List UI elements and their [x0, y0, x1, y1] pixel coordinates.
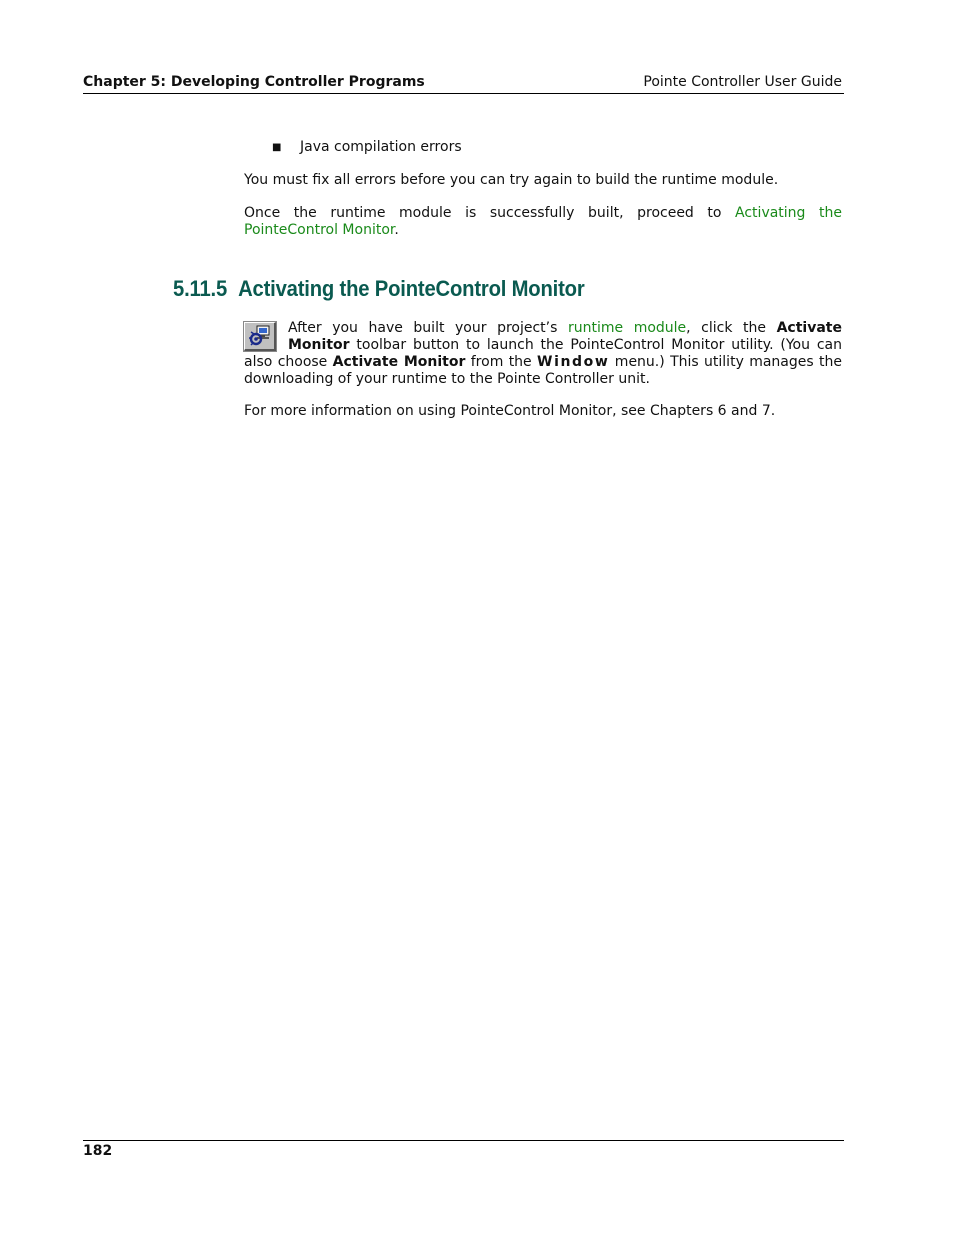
- link-runtime-module[interactable]: runtime module: [567, 320, 687, 336]
- section-number: 5.11.5: [173, 276, 228, 301]
- paragraph-fix-errors: You must fix all errors before you can try again to build the runtime module.: [244, 172, 779, 188]
- bullet-text: Java compilation errors: [300, 139, 462, 155]
- activate-monitor-menu-bold: Activate Monitor: [332, 354, 466, 370]
- page-header: [83, 73, 844, 94]
- section-heading: [173, 276, 585, 302]
- activate-text-2: , click the: [686, 320, 777, 336]
- page-number: 182: [83, 1143, 113, 1159]
- activate-monitor-icon: [244, 322, 276, 351]
- page-footer: [83, 1140, 844, 1159]
- window-menu-bold: Window: [537, 354, 610, 370]
- proceed-text: Once the runtime module is successfully built, proceed to: [244, 205, 736, 221]
- proceed-period: .: [394, 222, 399, 238]
- activate-text-1: After you have built your project’s: [288, 320, 568, 336]
- paragraph-activate-monitor: [244, 320, 842, 388]
- activate-text-3: toolbar button to launch the PointeControl Monitor utility. (You can also choose: [244, 337, 842, 370]
- paragraph-more-info: For more information on using PointeControl Monitor, see Chapters 6 and 7.: [244, 403, 776, 419]
- section-title: Activating the PointeControl Monitor: [238, 276, 585, 301]
- square-bullet-icon: ■: [272, 142, 282, 153]
- chapter-title: Chapter 5: Developing Controller Programs: [83, 74, 425, 90]
- guide-title: Pointe Controller User Guide: [643, 74, 842, 90]
- paragraph-proceed: [244, 205, 842, 239]
- activate-text-4: from the: [465, 354, 538, 370]
- bullet-item: [272, 139, 462, 156]
- link-activating-monitor[interactable]: Activating the PointeControl Monitor: [244, 205, 842, 238]
- activate-monitor-bold: Activate Monitor: [288, 320, 842, 353]
- activate-text-5: menu.) This utility manages the downloading of your runtime to the Pointe Controller unit.: [244, 354, 843, 387]
